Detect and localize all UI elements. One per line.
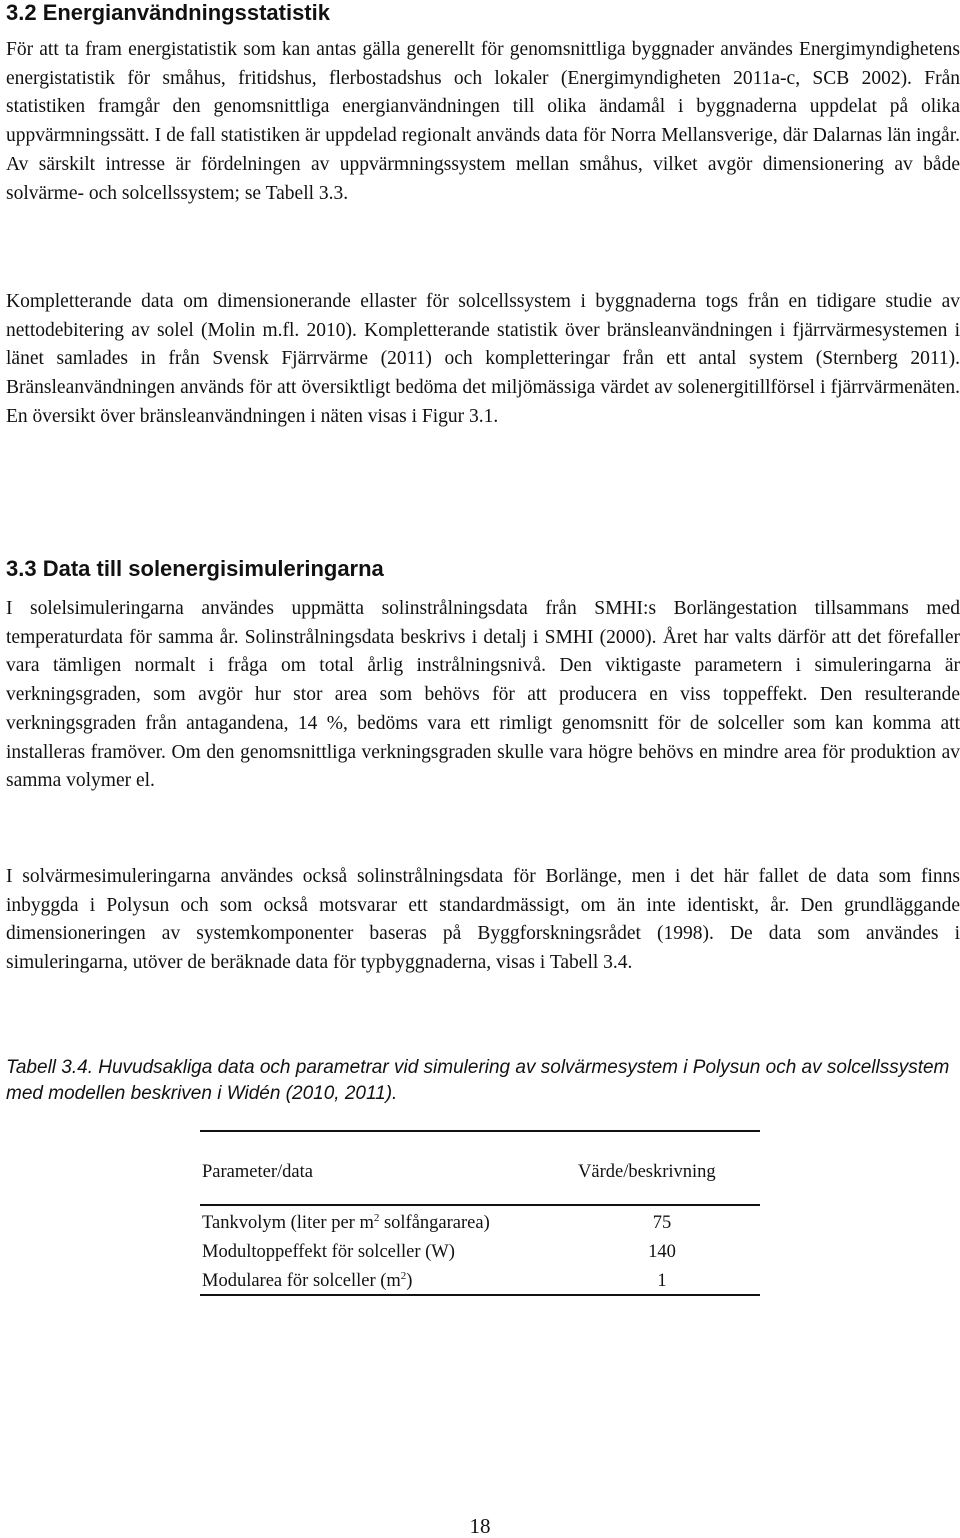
row-label: Modularea för solceller (m	[202, 1271, 401, 1291]
row-label: Modultoppeffekt för solceller (W)	[202, 1242, 455, 1262]
section-heading-3-3: 3.3 Data till solenergisimuleringarna	[6, 556, 384, 581]
section-heading-3-2: 3.2 Energianvändningsstatistik	[6, 0, 330, 25]
paragraph-solar-heating-simulation: I solvärmesimuleringarna användes också solinstrålningsdata för Borlänge, men i det här fallet de data som finns inbyggda i Polysun och som också motsvarar ett standardmässigt, om än inte identiskt, år. Den grundläggande dimensioneringen av systemkomponenter baseras på Byggforskningsrådet (1998). De data som användes i simuleringarna, utöver de beräknade data för typbyggnaderna, visas i Tabell 3.4.	[6, 866, 960, 974]
superscript-2: 2	[373, 1212, 380, 1224]
table-caption: Tabell 3.4. Huvudsakliga data och parametrar vid simulering av solvärmesystem i Polysun och av solcellssystem med modellen beskriven i Widén (2010, 2011).	[6, 1057, 950, 1104]
table-header-rule	[200, 1204, 760, 1206]
row-value: 75	[652, 1213, 672, 1233]
table-row	[202, 1241, 455, 1263]
page-number: 18	[469, 1514, 491, 1538]
superscript-2: 2	[400, 1270, 407, 1282]
row-value: 1	[657, 1271, 667, 1291]
paragraph-supplementary-data: Kompletterande data om dimensionerande ellaster för solcellssystem i byggnaderna togs från en tidigare studie av nettodebitering av solel (Molin m.fl. 2010). Kompletterande statistik över bränsleanvändningen i fjärrvärmesystemen i länet samlades in från Svensk Fjärrvärme (2011) och kompletteringar från ett antal system (Sternberg 2011). Bränsleanvändningen används för att översiktligt bedöma det miljömässiga värdet av solenergitillförsel i fjärrvärmenäten. En översikt över bränsleanvändningen i näten visas i Figur 3.1.	[6, 291, 960, 427]
row-label: Tankvolym (liter per m	[202, 1213, 374, 1233]
table-row	[202, 1270, 412, 1292]
paragraph-energy-statistics: För att ta fram energistatistik som kan antas gälla generellt för genomsnittliga byggnader användes Energimyndighetens energistatistik för småhus, fritidshus, flerbostadshus och lokaler (Energimyndigheten 2011a-c, SCB 2002). Från statistiken framgår den genomsnittliga energianvändningen till olika ändamål i byggnaderna uppdelat på olika uppvärmningssätt. I de fall statistiken är uppdelad regionalt används data för Norra Mellansverige, där Dalarnas län ingår. Av särskilt intresse är fördelningen av uppvärmningssystem mellan småhus, vilket avgör dimensionering av både solvärme- och solcellssystem; se Tabell 3.3.	[6, 39, 960, 204]
table-row	[202, 1212, 490, 1234]
row-value: 140	[648, 1242, 676, 1262]
table-top-rule	[200, 1130, 760, 1132]
row-label-suffix: )	[406, 1271, 413, 1291]
table-header-value: Värde/beskrivning	[578, 1162, 716, 1182]
paragraph-solar-electricity-simulation: I solelsimuleringarna användes uppmätta solinstrålningsdata från SMHI:s Borlängestation tillsammans med temperaturdata för samma år. Solinstrålningsdata beskrivs i detalj i SMHI (2000). Året har valts därför att det förefaller vara tämligen normalt i fråga om total årlig instrålningsnivå. Den viktigaste parametern i simuleringarna är verkningsgraden, som avgör hur stor area som behövs för att producera en viss toppeffekt. Den resulterande verkningsgraden från antagandena, 14 %, bedöms vara ett rimligt genomsnitt för de solceller som kan komma att installeras framöver. Om den genomsnittliga verkningsgraden skulle vara högre behövs en mindre area för produktion av samma volymer el.	[6, 598, 960, 792]
table-bottom-rule	[200, 1294, 760, 1296]
table-header-parameter: Parameter/data	[202, 1162, 313, 1182]
row-label-suffix: solfångararea)	[379, 1213, 490, 1233]
